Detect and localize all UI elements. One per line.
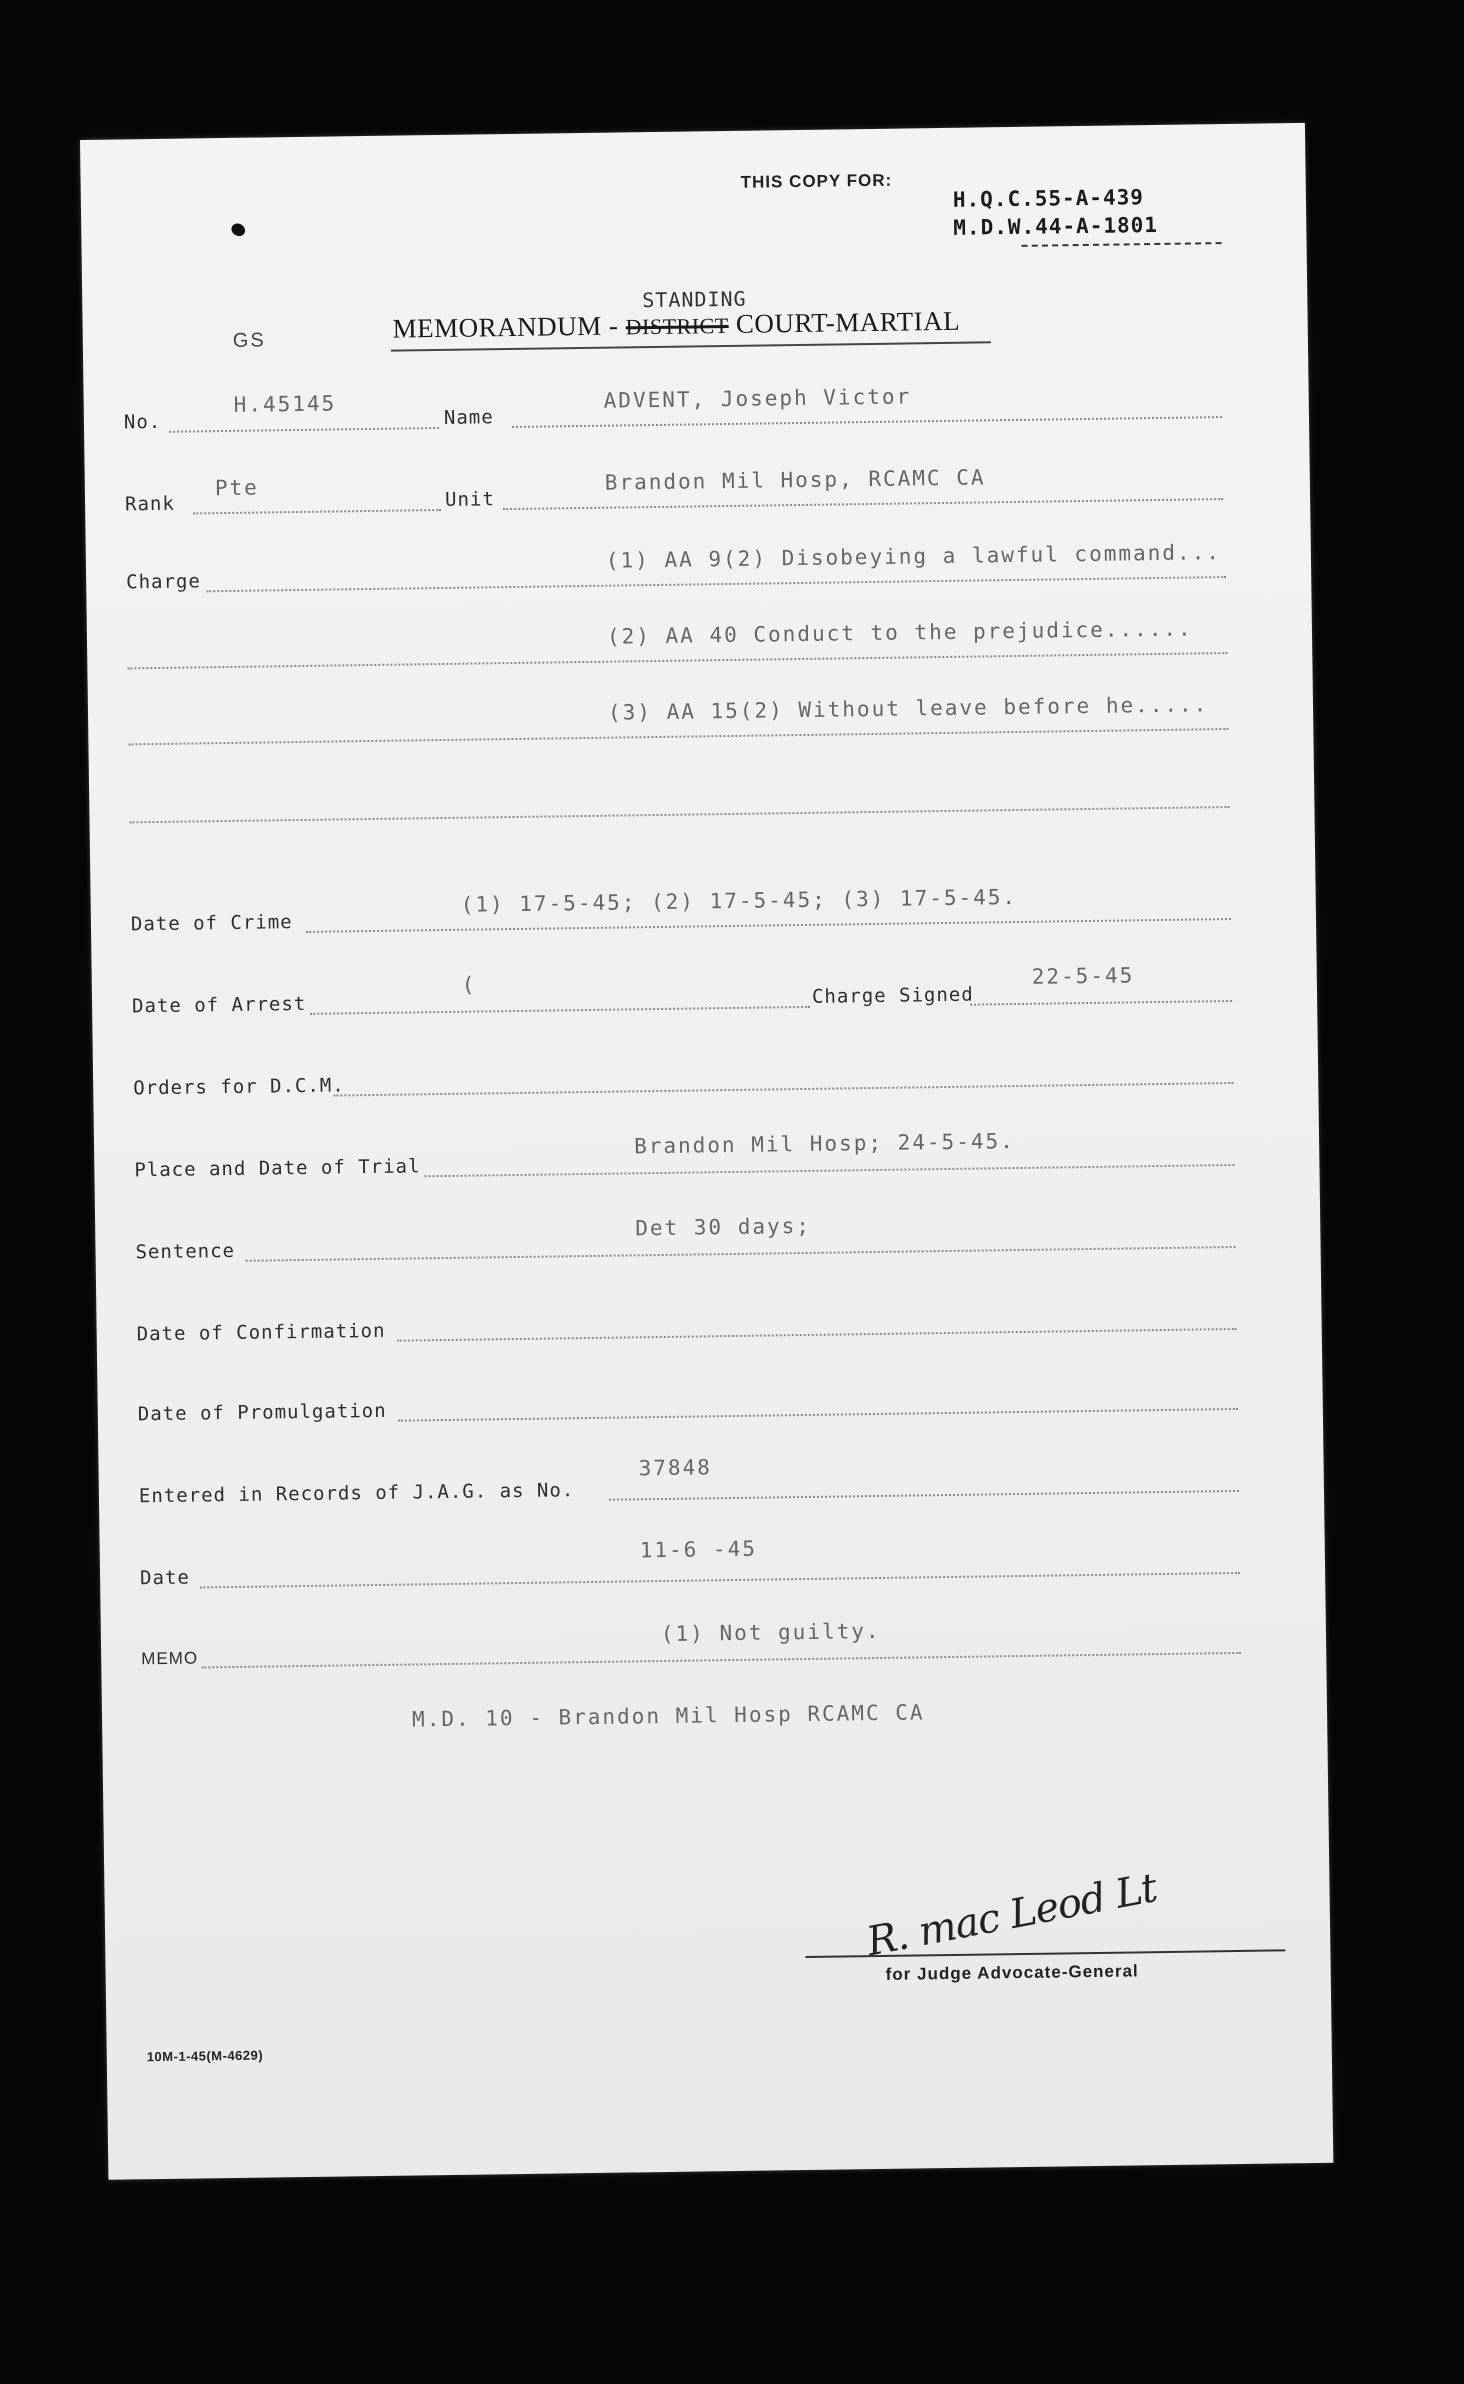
charge-signed-dotline — [970, 1000, 1232, 1006]
rank-label: Rank — [124, 492, 176, 516]
date-of-arrest-value: ( — [461, 972, 477, 997]
jag-record-number: 37848 — [638, 1455, 712, 1481]
date-label: Date — [139, 1566, 191, 1590]
md-reference: M.D.W.44-A-1801 — [953, 212, 1159, 240]
ref-underline — [1022, 242, 1222, 247]
sentence-dotline — [246, 1246, 1236, 1262]
date-of-arrest-dotline — [310, 1006, 810, 1015]
copy-for-label: THIS COPY FOR: — [740, 170, 893, 192]
signature-caption: for Judge Advocate-General — [885, 1961, 1139, 1984]
date-of-crime-value: (1) 17-5-45; (2) 17-5-45; (3) 17-5-45. — [460, 884, 1018, 917]
rank-dotline — [193, 509, 441, 514]
date-of-promulgation-label: Date of Promulgation — [137, 1399, 387, 1426]
charge-signed-value: 22-5-45 — [1031, 963, 1135, 989]
charge-label: Charge — [126, 570, 201, 594]
date-dotline — [200, 1572, 1240, 1589]
title-prefix: MEMORANDUM - — [392, 310, 619, 344]
jag-record-label: Entered in Records of J.A.G. as No. — [138, 1479, 575, 1508]
date-value: 11-6 -45 — [639, 1536, 758, 1563]
date-of-arrest-label: Date of Arrest — [131, 992, 307, 1018]
ink-blot — [229, 221, 247, 238]
charge-dotline-2 — [127, 652, 1227, 669]
sentence-value: Det 30 days; — [635, 1213, 812, 1241]
hq-reference: H.Q.C.55-A-439 — [952, 185, 1145, 212]
memorandum-form — [80, 123, 1333, 2180]
signature: R. mac Leod Lt — [863, 1865, 1161, 1966]
unit-value: Brandon Mil Hosp, RCAMC CA — [604, 465, 986, 495]
inserted-word-standing: STANDING — [642, 286, 747, 313]
service-number: H.45145 — [233, 391, 337, 417]
place-date-trial-label: Place and Date of Trial — [134, 1155, 421, 1182]
orders-for-dcm-label: Orders for D.C.M. — [133, 1074, 345, 1100]
charge-line-1: (1) AA 9(2) Disobeying a lawful command... — [605, 540, 1222, 573]
no-dotline — [169, 427, 439, 433]
place-date-trial-value: Brandon Mil Hosp; 24-5-45. — [633, 1129, 1015, 1159]
jag-record-dotline — [609, 1490, 1239, 1501]
print-code: 10M-1-45(M-4629) — [146, 2047, 264, 2065]
date-of-promulgation-dotline — [398, 1408, 1238, 1422]
date-of-crime-dotline — [306, 918, 1231, 933]
title-struck-word: DISTRICT — [625, 312, 729, 340]
no-label: No. — [123, 410, 162, 434]
date-of-confirmation-dotline — [397, 1328, 1237, 1342]
sentence-label: Sentence — [135, 1239, 236, 1264]
name-dotline — [512, 416, 1222, 428]
form-code: GS — [232, 329, 266, 352]
charge-dotline-4 — [130, 806, 1230, 823]
charge-dotline-3 — [128, 728, 1228, 745]
rank-value: Pte — [214, 475, 259, 501]
orders-for-dcm-dotline — [333, 1082, 1233, 1097]
date-of-confirmation-label: Date of Confirmation — [136, 1319, 386, 1346]
name-label: Name — [443, 406, 494, 429]
date-of-crime-label: Date of Crime — [130, 911, 293, 936]
district-unit-line: M.D. 10 - Brandon Mil Hosp RCAMC CA — [411, 1700, 925, 1732]
memo-dotline — [201, 1652, 1241, 1669]
place-date-trial-dotline — [424, 1164, 1234, 1177]
soldier-name: ADVENT, Joseph Victor — [603, 384, 912, 413]
page-title — [392, 306, 960, 345]
unit-label: Unit — [444, 488, 495, 511]
charge-line-3: (3) AA 15(2) Without leave before he..... — [607, 692, 1209, 725]
charge-signed-label: Charge Signed — [811, 983, 974, 1008]
memo-label: MEMO — [141, 1648, 199, 1669]
memo-value: (1) Not guilty. — [660, 1618, 881, 1647]
title-suffix: COURT-MARTIAL — [735, 305, 961, 339]
unit-dotline — [503, 498, 1223, 510]
charge-line-2: (2) AA 40 Conduct to the prejudice...... — [606, 616, 1193, 649]
charge-dotline-1 — [206, 576, 1226, 592]
